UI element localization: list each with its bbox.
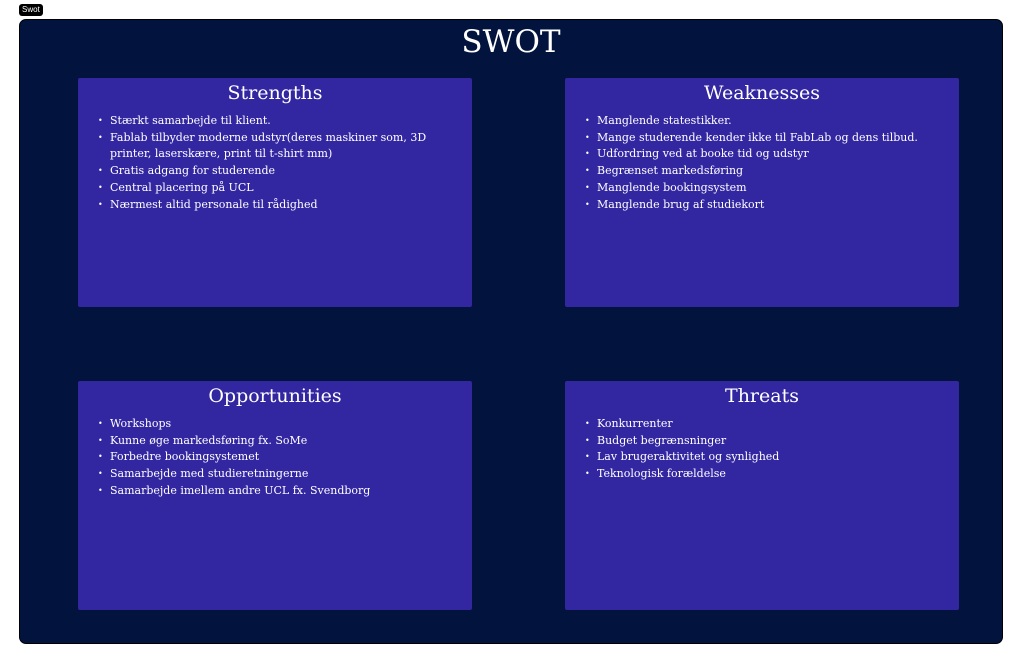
weaknesses-card: [565, 78, 959, 307]
list-item: • Mange studerende kender ikke til FabLab og dens tilbud.: [585, 130, 939, 147]
list-item: • Samarbejde med studieretningerne: [98, 466, 452, 483]
list-item: • Manglende statestikker.: [585, 113, 939, 130]
strengths-card: [78, 78, 472, 307]
threats-card: [565, 381, 959, 610]
list-item: • Fablab tilbyder moderne udstyr(deres maskiner som, 3D printer, laserskære, print til t-shirt mm): [98, 130, 452, 163]
list-item: • Workshops: [98, 416, 452, 433]
list-item: • Forbedre bookingsystemet: [98, 449, 452, 466]
threats-list: [565, 416, 959, 483]
list-item: • Budget begrænsninger: [585, 433, 939, 450]
strengths-list: [78, 113, 472, 213]
swot-board: [19, 19, 1003, 644]
opportunities-title: Opportunities: [208, 385, 342, 407]
threats-title: Threats: [725, 385, 799, 407]
strengths-title: Strengths: [227, 82, 323, 104]
weaknesses-list: [565, 113, 959, 213]
list-item: • Nærmest altid personale til rådighed: [98, 197, 452, 214]
weaknesses-title: Weaknesses: [703, 82, 821, 104]
board-title: SWOT: [461, 24, 561, 60]
list-item: • Teknologisk forældelse: [585, 466, 939, 483]
list-item: • Begrænset markedsføring: [585, 163, 939, 180]
list-item: • Manglende bookingsystem: [585, 180, 939, 197]
list-item: • Konkurrenter: [585, 416, 939, 433]
list-item: • Gratis adgang for studerende: [98, 163, 452, 180]
opportunities-list: [78, 416, 472, 500]
list-item: • Manglende brug af studiekort: [585, 197, 939, 214]
list-item: • Stærkt samarbejde til klient.: [98, 113, 452, 130]
list-item: • Udfordring ved at booke tid og udstyr: [585, 146, 939, 163]
list-item: • Samarbejde imellem andre UCL fx. Svendborg: [98, 483, 452, 500]
opportunities-card: [78, 381, 472, 610]
list-item: • Lav brugeraktivitet og synlighed: [585, 449, 939, 466]
list-item: • Central placering på UCL: [98, 180, 452, 197]
list-item: • Kunne øge markedsføring fx. SoMe: [98, 433, 452, 450]
frame-label-tag[interactable]: Swot: [19, 4, 43, 16]
